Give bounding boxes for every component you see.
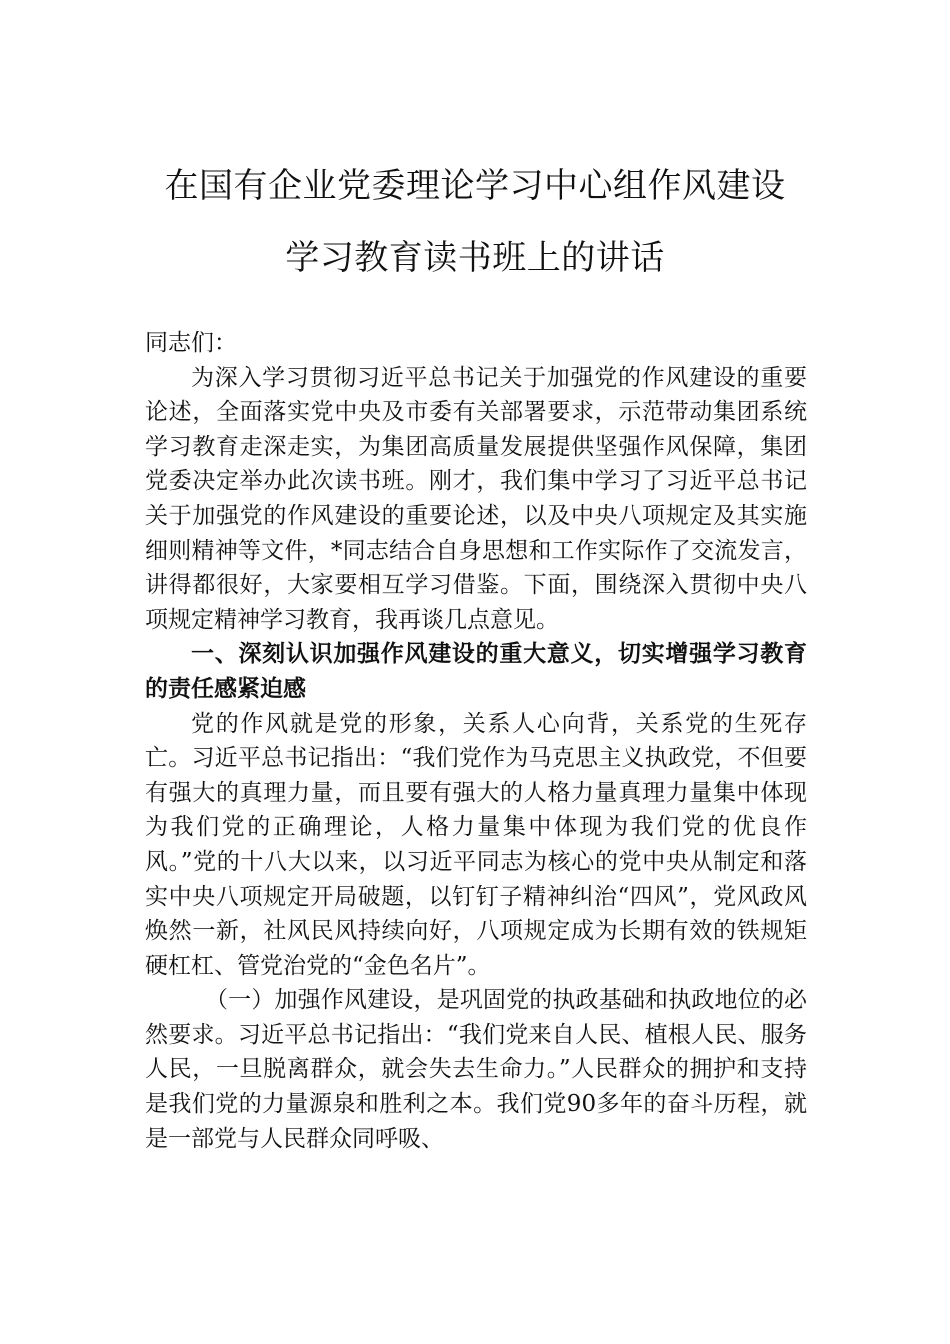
document-title-line-2: 学习教育读书班上的讲话: [285, 238, 665, 278]
document-body: [145, 326, 807, 1156]
paragraph-intro: 为深入学习贯彻习近平总书记关于加强党的作风建设的重要论述，全面落实党中央及市委有关部署要求，示范带动集团系统学习教育走深走实，为集团高质量发展提供坚强作风保障，集团党委决定举办此次读书班。刚才，我们集中学习了习近平总书记关于加强党的作风建设的重要论述，以及中央八项规定及其实施细则精神等文件，*同志结合自身思想和工作实际作了交流发言，讲得都很好，大家要相互学习借鉴。下面，围绕深入贯彻中央八项规定精神学习教育，我再谈几点意见。: [145, 364, 807, 633]
salutation: 同志们：: [145, 330, 237, 356]
paragraph-subsection-1: （一）加强作风建设，是巩固党的执政基础和执政地位的必然要求。习近平总书记指出：“我们党来自人民、植根人民、服务人民，一旦脱离群众，就会失去生命力。”人民群众的拥护和支持是我们党的力量源泉和胜利之本。我们党90多年的奋斗历程，就是一部党与人民群众同呼吸、: [145, 987, 807, 1152]
section-heading-1: 一、深刻认识加强作风建设的重大意义，切实增强学习教育的责任感紧迫感: [145, 641, 807, 702]
document-title-line-1: 在国有企业党委理论学习中心组作风建设: [164, 166, 786, 206]
paragraph-section-1: 党的作风就是党的形象，关系人心向背，关系党的生死存亡。习近平总书记指出：“我们党作为马克思主义执政党，不但要有强大的真理力量，而且要有强大的人格力量真理力量集中体现为我们党的正确理论，人格力量集中体现为我们党的优良作风。”党的十八大以来，以习近平同志为核心的党中央从制定和落实中央八项规定开局破题，以钉钉子精神纠治“四风”，党风政风焕然一新，社风民风持续向好，八项规定成为长期有效的铁规矩硬杠杠、管党治党的“金色名片”。: [145, 710, 807, 979]
